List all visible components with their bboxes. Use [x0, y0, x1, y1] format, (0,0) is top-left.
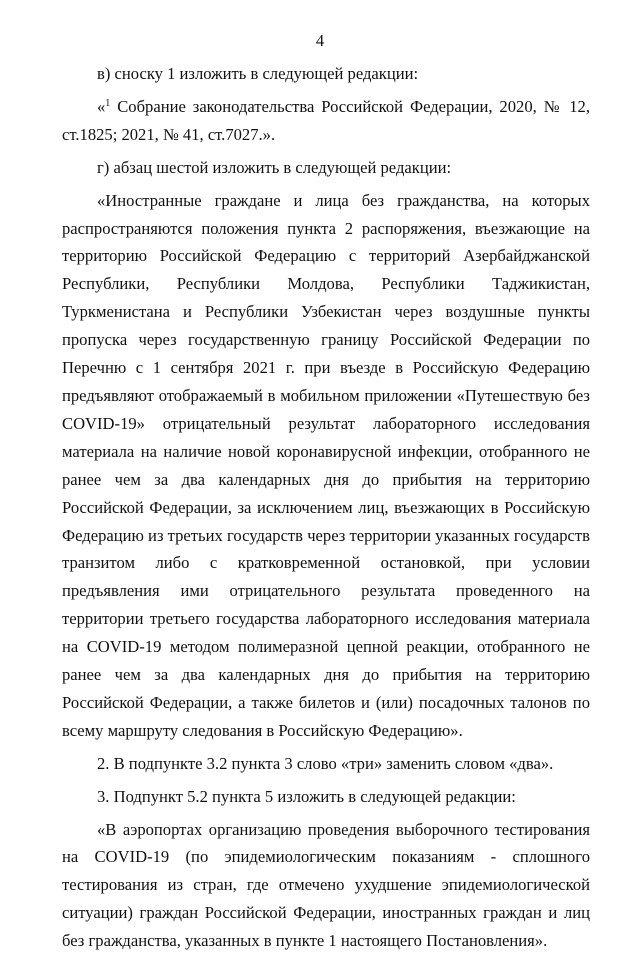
footnote-citation: Собрание законодательства Российской Федерации, 2020, № 12, ст.1825; 2021, № 41, ст.7027.». [62, 96, 590, 144]
paragraph-subclause-5-2-instruction: 3. Подпункт 5.2 пункта 5 изложить в следующей редакции: [97, 786, 516, 806]
paragraph-footnote-text [62, 93, 590, 149]
page-number: 4 [315, 31, 325, 50]
paragraph-subclause-3-2: 2. В подпункте 3.2 пункта 3 слово «три» заменить словом «два». [97, 753, 554, 773]
document-body [62, 60, 590, 955]
paragraph-footnote-instruction: в) сноску 1 изложить в следующей редакции: [97, 64, 419, 83]
quote-open: « [97, 96, 106, 116]
footnote-marker: 1 [105, 97, 111, 109]
paragraph-sixth-instruction: г) абзац шестой изложить в следующей редакции: [97, 157, 452, 177]
paragraph-airport-testing: «В аэропортах организацию проведения выборочного тестирования на COVID-19 (по эпидемиологическим показаниям - сплошного тестирования из стран, где отмечено ухудшение эпидемиологической ситуации) граждан Российской Федерации, иностранных граждан и лиц без гражданства, указанных в пункте 1 настоящего Постановления». [62, 819, 590, 951]
paragraph-foreign-citizens-rule: «Иностранные граждане и лица без гражданства, на которых распространяются положения пункта 2 распоряжения, въезжающие на территорию Российской Федерацию с территорий Азербайджанской Республики, Республики Молдова, Республики Таджикистан, Туркменистана и Республики Узбекистан через воздушные пункты пропуска через государственную границу Российской Федерации по Перечню с 1 сентября 2021 г. при въезде в Российскую Федерацию предъявляют отображаемый в мобильном приложении «Путешествую без COVID-19» отрицательный результат лабораторного исследования материала на наличие новой коронавирусной инфекции, отобранного не ранее чем за два календарных дня до прибытия на территорию Российской Федерации, за исключением лиц, въезжающих в Российскую Федерацию из третьих государств через территории указанных государств транзитом либо с кратковременной остановкой, при условии предъявления ими отрицательного результата проведенного на территории третьего государства лабораторного исследования материала на COVID-19 методом полимеразной цепной реакции, отобранного не ранее чем за два календарных дня до прибытия на территорию Российской Федерации, а также билетов и (или) посадочных талонов по всему маршруту следования в Российскую Федерацию». [62, 190, 590, 740]
